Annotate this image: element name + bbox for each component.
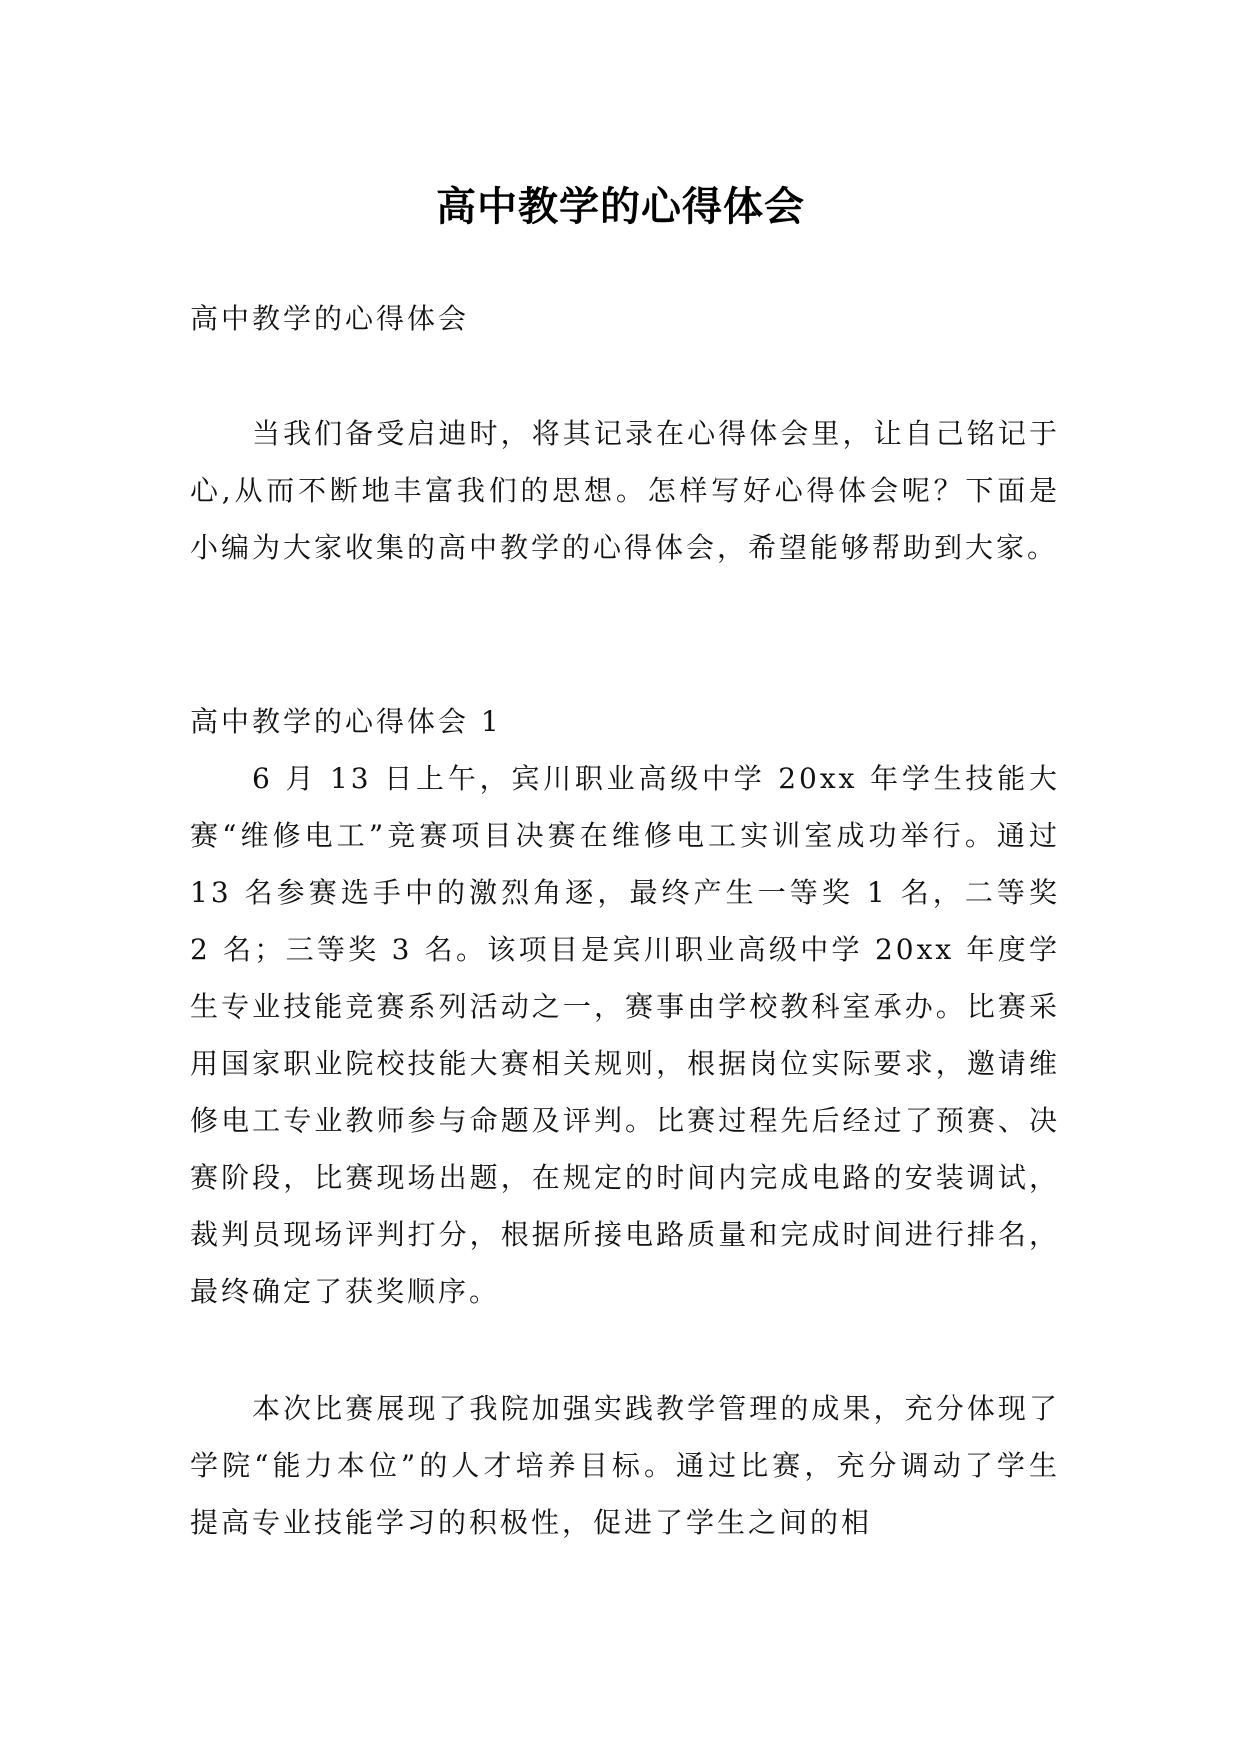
- document-title: 高中教学的心得体会: [436, 183, 805, 230]
- section-heading: 高中教学的心得体会 1: [190, 705, 502, 738]
- body-paragraph-2: 本次比赛展现了我院加强实践教学管理的成果，充分体现了学院“能力本位”的人才培养目标。通过比赛，充分调动了学生提高专业技能学习的积极性，促进了学生之间的相: [190, 1392, 1060, 1539]
- intro-paragraph: 当我们备受启迪时，将其记录在心得体会里，让自己铭记于心,从而不断地丰富我们的思想。怎样写好心得体会呢？下面是小编为大家收集的高中教学的心得体会，希望能够帮助到大家。: [190, 417, 1060, 564]
- body-paragraph-1: 6 月 13 日上午，宾川职业高级中学 20xx 年学生技能大赛“维修电工”竞赛项目决赛在维修电工实训室成功举行。通过 13 名参赛选手中的激烈角逐，最终产生一等奖 1 名，二等奖 2 名；三等奖 3 名。该项目是宾川职业高级中学 20xx 年度学生专业技能竞赛系列活动之一，赛事由学校教科室承办。比赛采用国家职业院校技能大赛相关规则，根据岗位实际要求，邀请维修电工专业教师参与命题及评判。比赛过程先后经过了预赛、决赛阶段，比赛现场出题，在规定的时间内完成电路的安装调试，裁判员现场评判打分，根据所接电路质量和完成时间进行排名，最终确定了获奖顺序。: [190, 762, 1060, 1308]
- document-subtitle: 高中教学的心得体会: [190, 302, 470, 335]
